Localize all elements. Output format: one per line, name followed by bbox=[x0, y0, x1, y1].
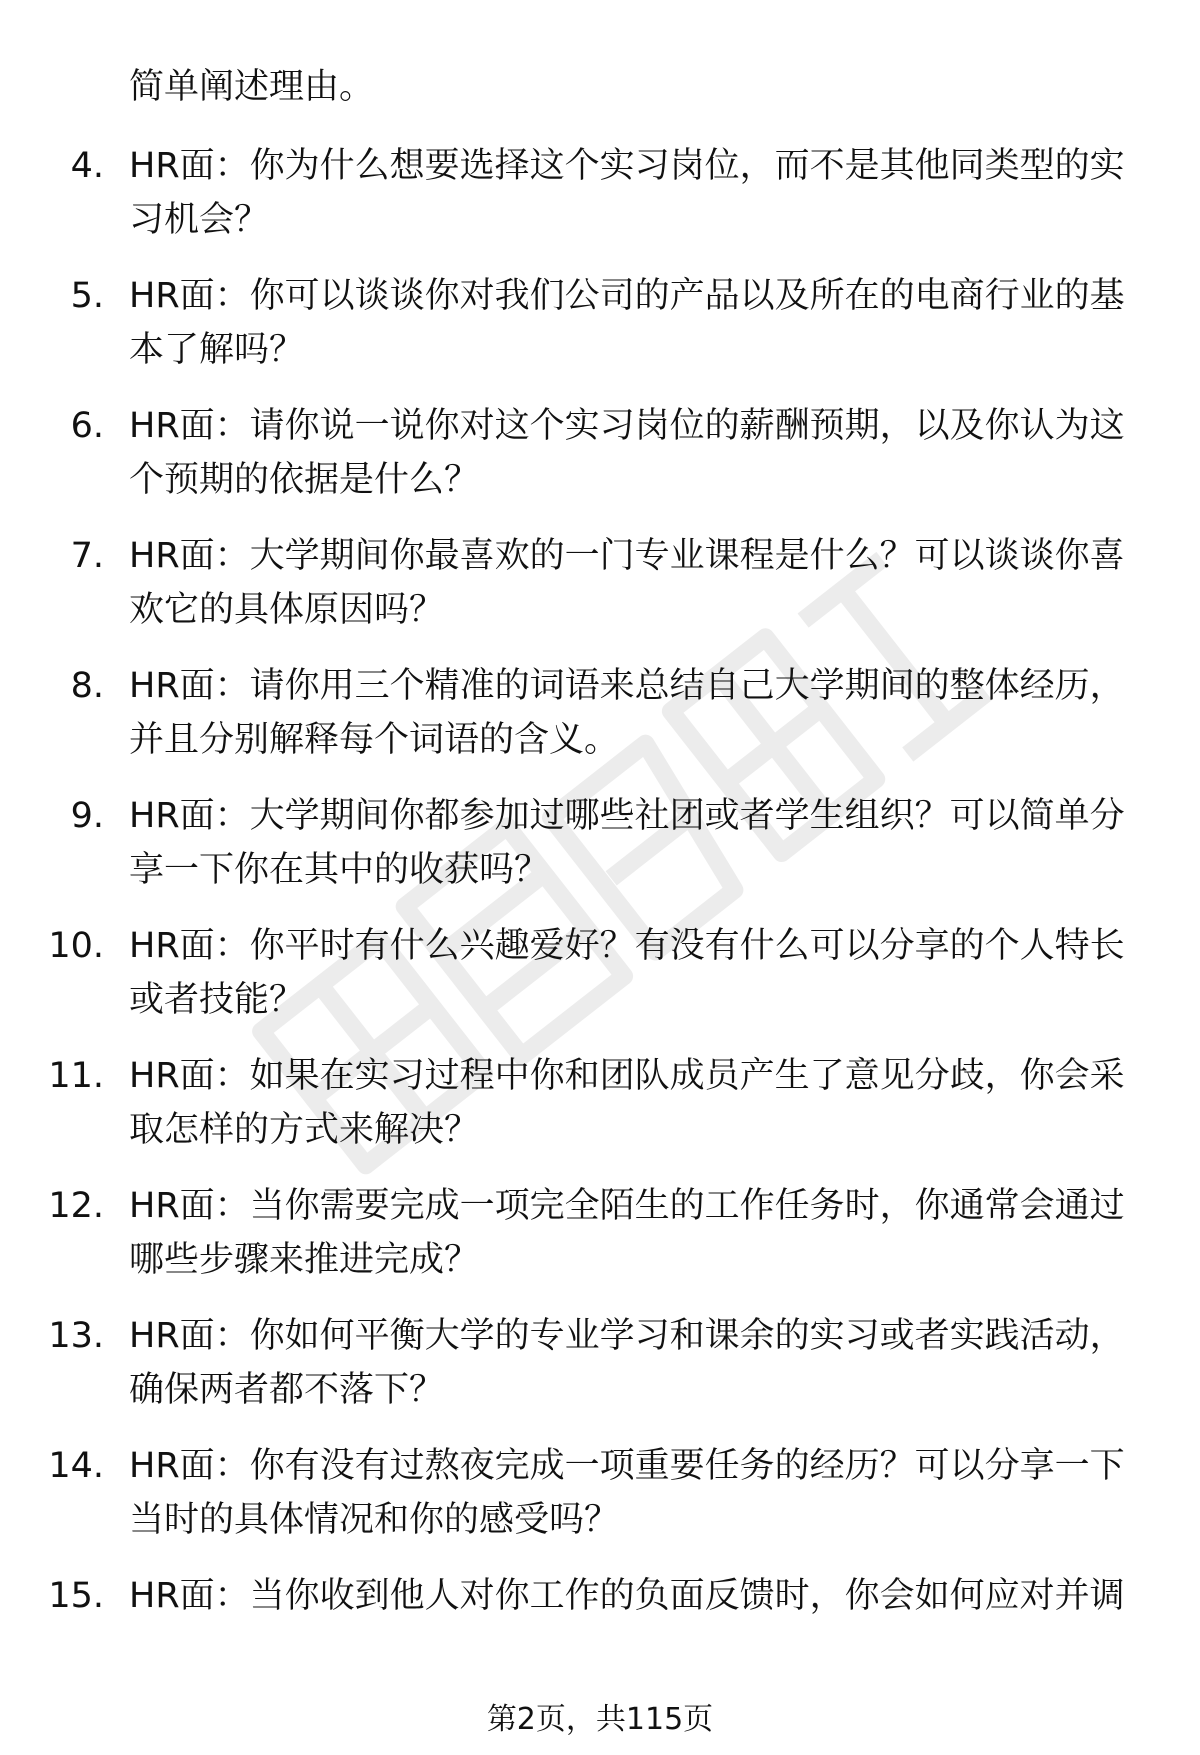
item-number: 7. bbox=[70, 536, 104, 576]
page-footer: 第2页，共115页 bbox=[486, 1702, 714, 1737]
list-item bbox=[0, 1179, 1200, 1309]
list-item bbox=[0, 529, 1200, 659]
list-item bbox=[0, 269, 1200, 399]
item-number: 8. bbox=[70, 666, 104, 706]
question-text: HR面：请你用三个精准的词语来总结自己大学期间的整体经历，并且分别解释每个词语的含义。 bbox=[129, 666, 1125, 760]
question-text: HR面：如果在实习过程中你和团队成员产生了意见分歧，你会采取怎样的方式来解决？ bbox=[129, 1056, 1125, 1150]
question-text: HR面：你如何平衡大学的专业学习和课余的实习或者实践活动，确保两者都不落下？ bbox=[129, 1316, 1125, 1410]
item-number: 15. bbox=[48, 1576, 104, 1616]
item-number: 11. bbox=[48, 1056, 104, 1096]
question-text: HR面：当你需要完成一项完全陌生的工作任务时，你通常会通过哪些步骤来推进完成？ bbox=[129, 1186, 1125, 1280]
list-item bbox=[0, 399, 1200, 529]
list-item bbox=[0, 1309, 1200, 1439]
item-number: 9. bbox=[70, 796, 104, 836]
question-list bbox=[0, 139, 1200, 1699]
list-item bbox=[0, 659, 1200, 789]
question-text: HR面：请你说一说你对这个实习岗位的薪酬预期，以及你认为这个预期的依据是什么？ bbox=[129, 406, 1125, 500]
item-number: 12. bbox=[48, 1186, 104, 1226]
list-item bbox=[0, 1439, 1200, 1569]
question-text: HR面：你可以谈谈你对我们公司的产品以及所在的电商行业的基本了解吗？ bbox=[129, 276, 1125, 370]
item-number: 4. bbox=[70, 146, 104, 186]
list-item bbox=[0, 139, 1200, 269]
question-text: HR面：你为什么想要选择这个实习岗位，而不是其他同类型的实习机会？ bbox=[129, 146, 1125, 240]
continuation-text: 简单阐述理由。 bbox=[129, 67, 375, 107]
list-item bbox=[0, 789, 1200, 919]
question-text: HR面：你平时有什么兴趣爱好？有没有什么可以分享的个人特长或者技能？ bbox=[129, 926, 1125, 1020]
list-item bbox=[0, 1569, 1200, 1699]
item-number: 6. bbox=[70, 406, 104, 446]
question-text: HR面：当你收到他人对你工作的负面反馈时，你会如何应对并调 bbox=[129, 1576, 1125, 1616]
item-number: 14. bbox=[48, 1446, 104, 1486]
item-number: 13. bbox=[48, 1316, 104, 1356]
question-text: HR面：大学期间你都参加过哪些社团或者学生组织？可以简单分享一下你在其中的收获吗？ bbox=[129, 796, 1125, 890]
question-text: HR面：你有没有过熬夜完成一项重要任务的经历？可以分享一下当时的具体情况和你的感受吗？ bbox=[129, 1446, 1125, 1540]
question-text: HR面：大学期间你最喜欢的一门专业课程是什么？可以谈谈你喜欢它的具体原因吗？ bbox=[129, 536, 1125, 630]
list-item bbox=[0, 919, 1200, 1049]
item-number: 5. bbox=[70, 276, 104, 316]
list-item bbox=[0, 1049, 1200, 1179]
item-number: 10. bbox=[48, 926, 104, 966]
